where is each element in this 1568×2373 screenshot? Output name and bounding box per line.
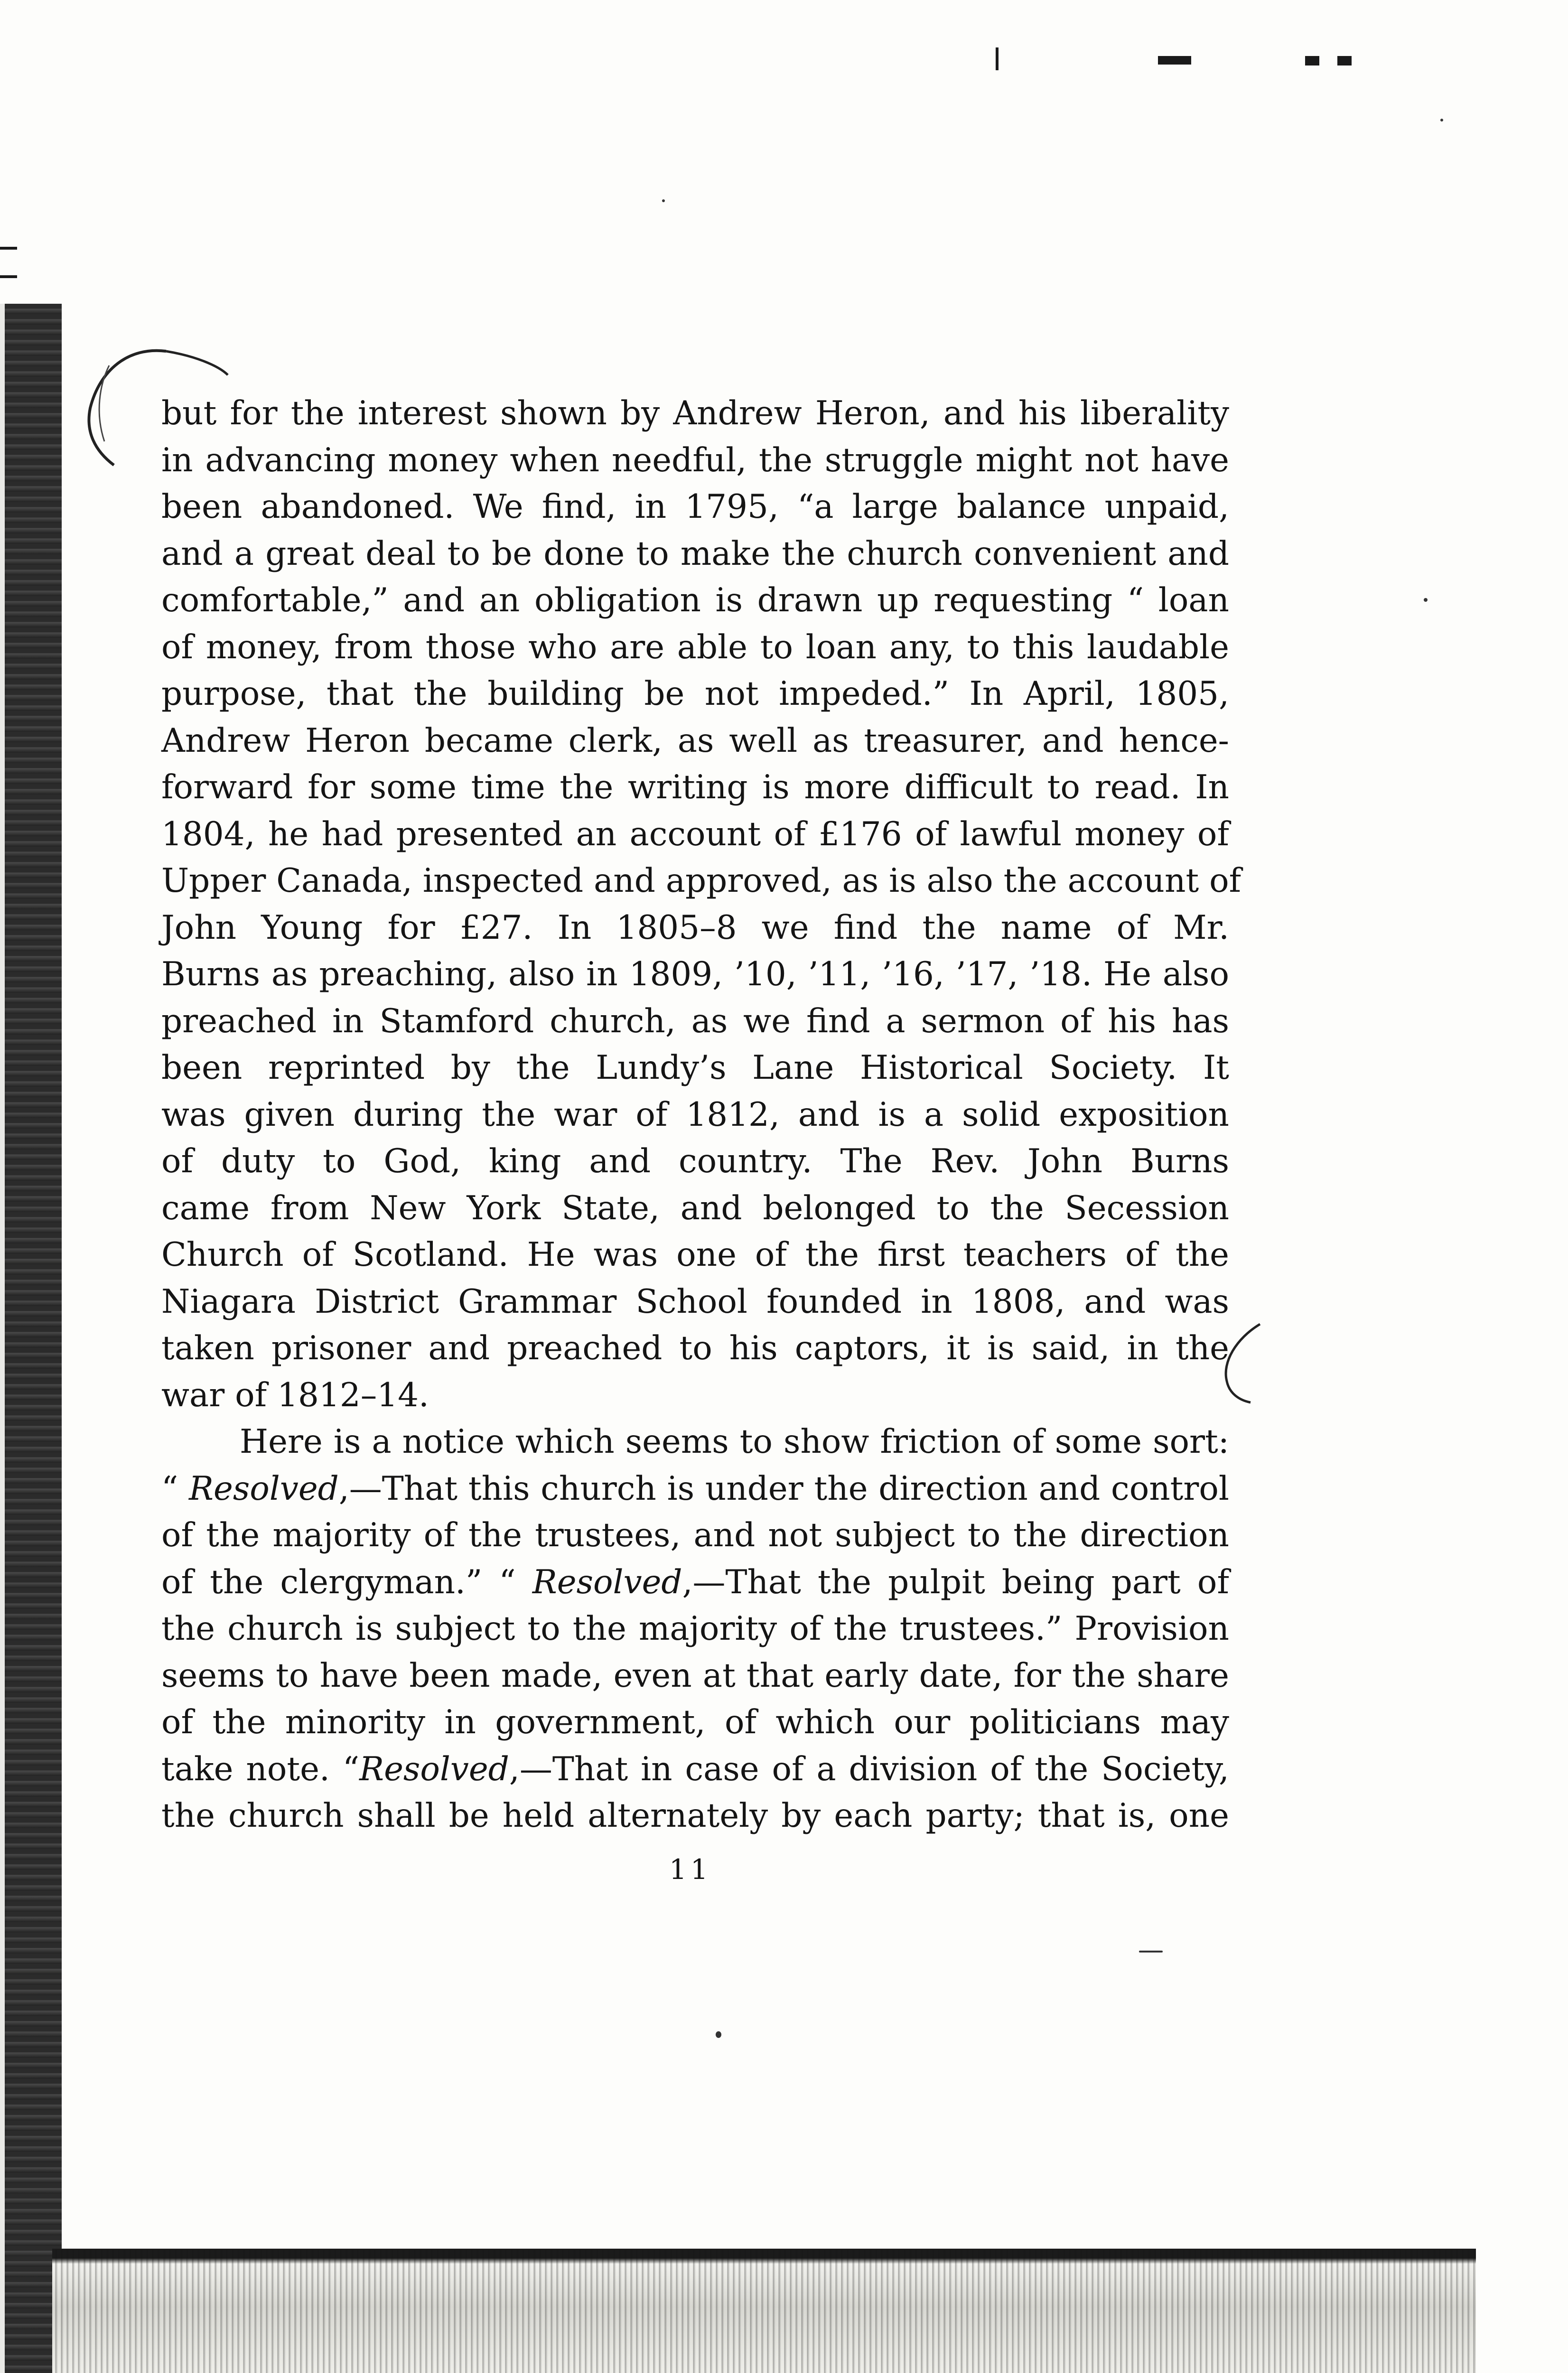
text-line: war of 1812–14. [161, 1376, 429, 1414]
scan-bottom-band [52, 2250, 1476, 2373]
text-line: Upper Canada, inspected and approved, as is also the account of [161, 862, 1241, 900]
scan-mark-top-1 [996, 47, 999, 70]
text-line: of the minority in government, of which our politicians may [161, 1703, 1229, 1741]
text-line: Burns as preaching, also in 1809, ’10, ’11, ’16, ’17, ’18. He also [161, 955, 1229, 993]
binding-edge-shadow [5, 304, 62, 2373]
text-line: 1804, he had presented an account of £176 of lawful money of [161, 815, 1229, 853]
text-line: Here is a notice which seems to show friction of some sort: [240, 1423, 1229, 1461]
ink-speck [1139, 1951, 1163, 1953]
resolved-italic: Resolved [359, 1750, 509, 1788]
text-line: seems to have been made, even at that early date, for the share [161, 1656, 1229, 1695]
ink-speck [1424, 598, 1428, 602]
text-line: in advancing money when needful, the struggle might not have [161, 441, 1229, 479]
text-line: came from New York State, and belonged to the Secession [161, 1189, 1229, 1227]
body-text [161, 390, 1241, 1840]
scan-mark-top-4 [1337, 56, 1352, 65]
scan-mark-top-3 [1305, 56, 1319, 65]
text-line: was given during the war of 1812, and is a solid exposition [161, 1095, 1229, 1134]
text-line: Andrew Heron became clerk, as well as treasurer, and hence- [161, 721, 1229, 760]
text-line: preached in Stamford church, as we find a sermon of his has [161, 1002, 1229, 1040]
text-line: taken prisoner and preached to his captors, it is said, in the [161, 1329, 1229, 1367]
resolved-italic: Resolved [532, 1563, 682, 1601]
text-line: forward for some time the writing is more difficult to read. In [161, 768, 1229, 806]
text-line: “ Resolved,—That this church is under the direction and control [161, 1469, 1229, 1508]
text-line: but for the interest shown by Andrew Heron, and his liberality [161, 394, 1229, 432]
ink-speck [662, 199, 665, 202]
text-line: the church shall be held alternately by each party; that is, one [161, 1797, 1229, 1835]
text-line: John Young for £27. In 1805–8 we find the name of Mr. [161, 908, 1229, 947]
text-line: take note. “Resolved,—That in case of a division of the Society, [161, 1750, 1229, 1788]
text-line: of the clergyman.” “ Resolved,—That the pulpit being part of [161, 1563, 1229, 1601]
resolved-italic: Resolved [189, 1469, 339, 1508]
paragraph [161, 390, 1241, 1419]
text-line: comfortable,” and an obligation is drawn up requesting “ loan [161, 581, 1229, 619]
ink-speck [716, 2031, 721, 2038]
text-line: Church of Scotland. He was one of the first teachers of the [161, 1236, 1229, 1274]
text-line: been reprinted by the Lundy’s Lane Historical Society. It [161, 1049, 1229, 1087]
scan-mark-left-1 [0, 247, 17, 250]
text-line: purpose, that the building be not impeded.” In April, 1805, [161, 675, 1229, 713]
text-line: and a great deal to be done to make the church convenient and [161, 534, 1229, 573]
ink-speck [1440, 119, 1443, 121]
scan-mark-top-2 [1158, 56, 1191, 65]
paragraph [161, 1419, 1229, 1840]
scan-mark-left-2 [0, 275, 17, 278]
text-line: the church is subject to the majority of the trustees.” Provision [161, 1610, 1229, 1648]
text-line: Niagara District Grammar School founded in 1808, and was [161, 1282, 1229, 1321]
text-line: of the majority of the trustees, and not subject to the direction [161, 1516, 1229, 1554]
text-line: of money, from those who are able to loan any, to this laudable [161, 628, 1229, 666]
text-line: of duty to God, king and country. The Rev. John Burns [161, 1142, 1229, 1180]
page-number: 11 [669, 1853, 712, 1886]
text-line: been abandoned. We find, in 1795, “a large balance unpaid, [161, 488, 1229, 526]
